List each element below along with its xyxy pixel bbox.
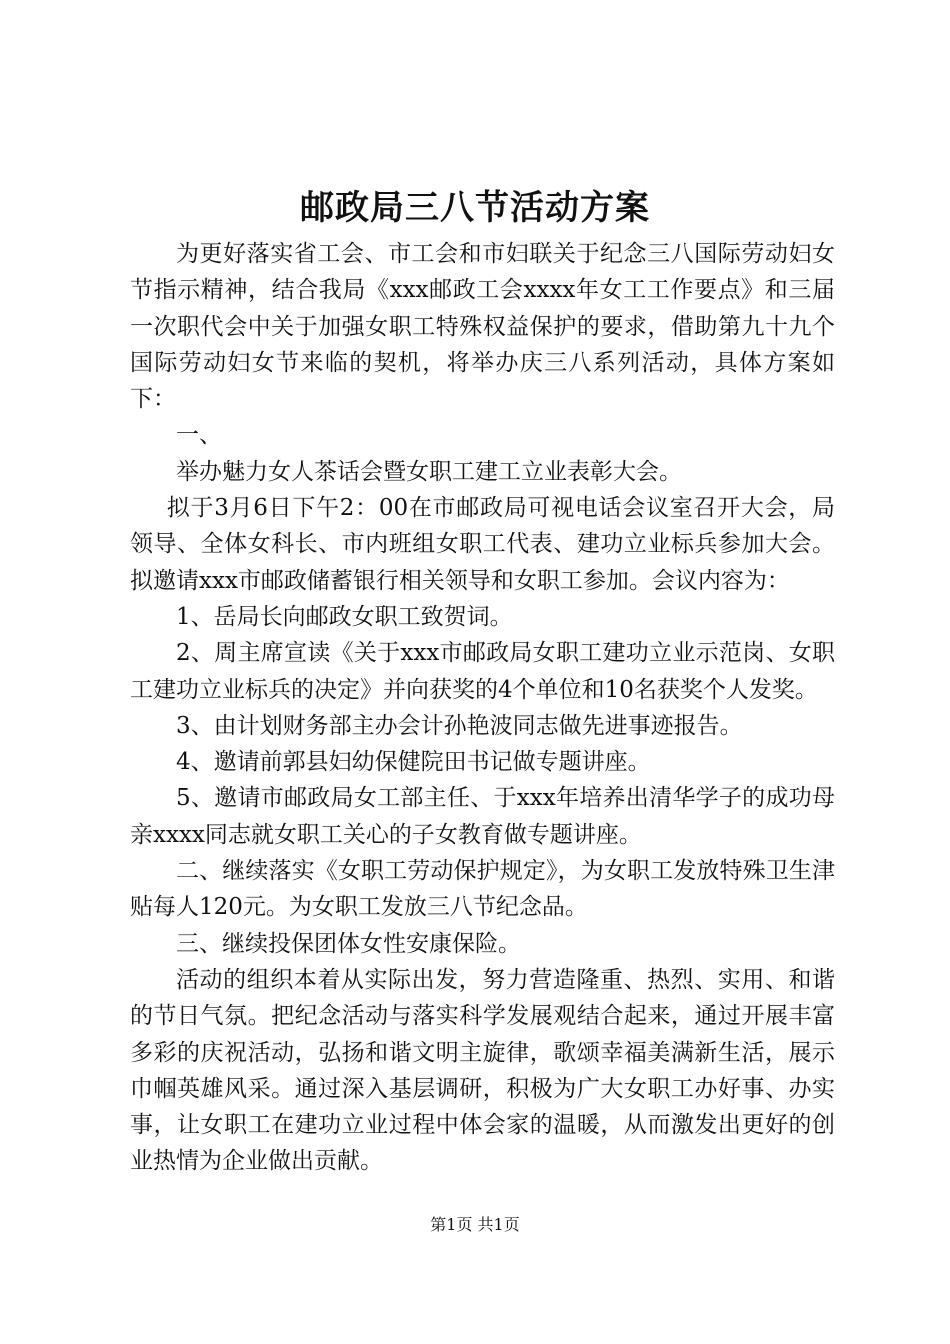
paragraph-event-title: 举办魅力女人茶话会暨女职工建工立业表彰大会。 xyxy=(176,458,682,485)
document-title: 邮政局三八节活动方案 xyxy=(300,188,650,228)
paragraph-closing: 活动的组织本着从实际出发，努力营造隆重、热烈、实用、和谐的节日气氛。把纪念活动与落实科学发展观结合起来，通过开展丰富多彩的庆祝活动，弘扬和谐文明主旋律，歌颂幸福美满新生活，展示巾帼英雄风采。通过深入基层调研，积极为广大女职工办好事、办实事，让女职工在建功立业过程中体会家的温暖，从而激发出更好的创业热情为企业做出贡献。 xyxy=(130,966,835,1175)
page-footer: 第1页 共1页 xyxy=(430,1215,520,1234)
paragraph-meeting-details: 拟于3月6日下午2：00在市邮政局可视电话会议室召开大会，局领导、全体女科长、市内班组女职工代表、建功立业标兵参加大会。拟邀请xxx市邮政储蓄银行相关领导和女职工参加。会议内容为： xyxy=(130,495,835,594)
paragraph-section-two: 二、继续落实《女职工劳动保护规定》，为女职工发放特殊卫生津贴每人120元。为女职工发放三八节纪念品。 xyxy=(130,858,835,921)
paragraph-agenda-item-3: 3、由计划财务部主办会计孙艳波同志做先进事迹报告。 xyxy=(176,712,743,739)
paragraph-intro: 为更好落实省工会、市工会和市妇联关于纪念三八国际劳动妇女节指示精神，结合我局《xxx邮政工会xxxx年女工工作要点》和三届一次职代会中关于加强女职工特殊权益保护的要求，借助第九十九个国际劳动妇女节来临的契机，将举办庆三八系列活动，具体方案如下： xyxy=(130,241,835,413)
paragraph-agenda-item-1: 1、岳局长向邮政女职工致贺词。 xyxy=(176,603,513,630)
paragraph-agenda-item-2: 2、周主席宣读《关于xxx市邮政局女职工建功立业示范岗、女职工建功立业标兵的决定》并向获奖的4个单位和10名获奖个人发奖。 xyxy=(130,640,835,703)
paragraph-section-three: 三、继续投保团体女性安康保险。 xyxy=(176,930,521,957)
paragraph-agenda-item-4: 4、邀请前郭县妇幼保健院田书记做专题讲座。 xyxy=(176,749,651,776)
paragraph-section-one-heading: 一、 xyxy=(176,422,222,449)
document-body xyxy=(130,236,835,1180)
paragraph-agenda-item-5: 5、邀请市邮政局女工部主任、于xxx年培养出清华学子的成功母亲xxxx同志就女职工关心的子女教育做专题讲座。 xyxy=(130,785,835,848)
